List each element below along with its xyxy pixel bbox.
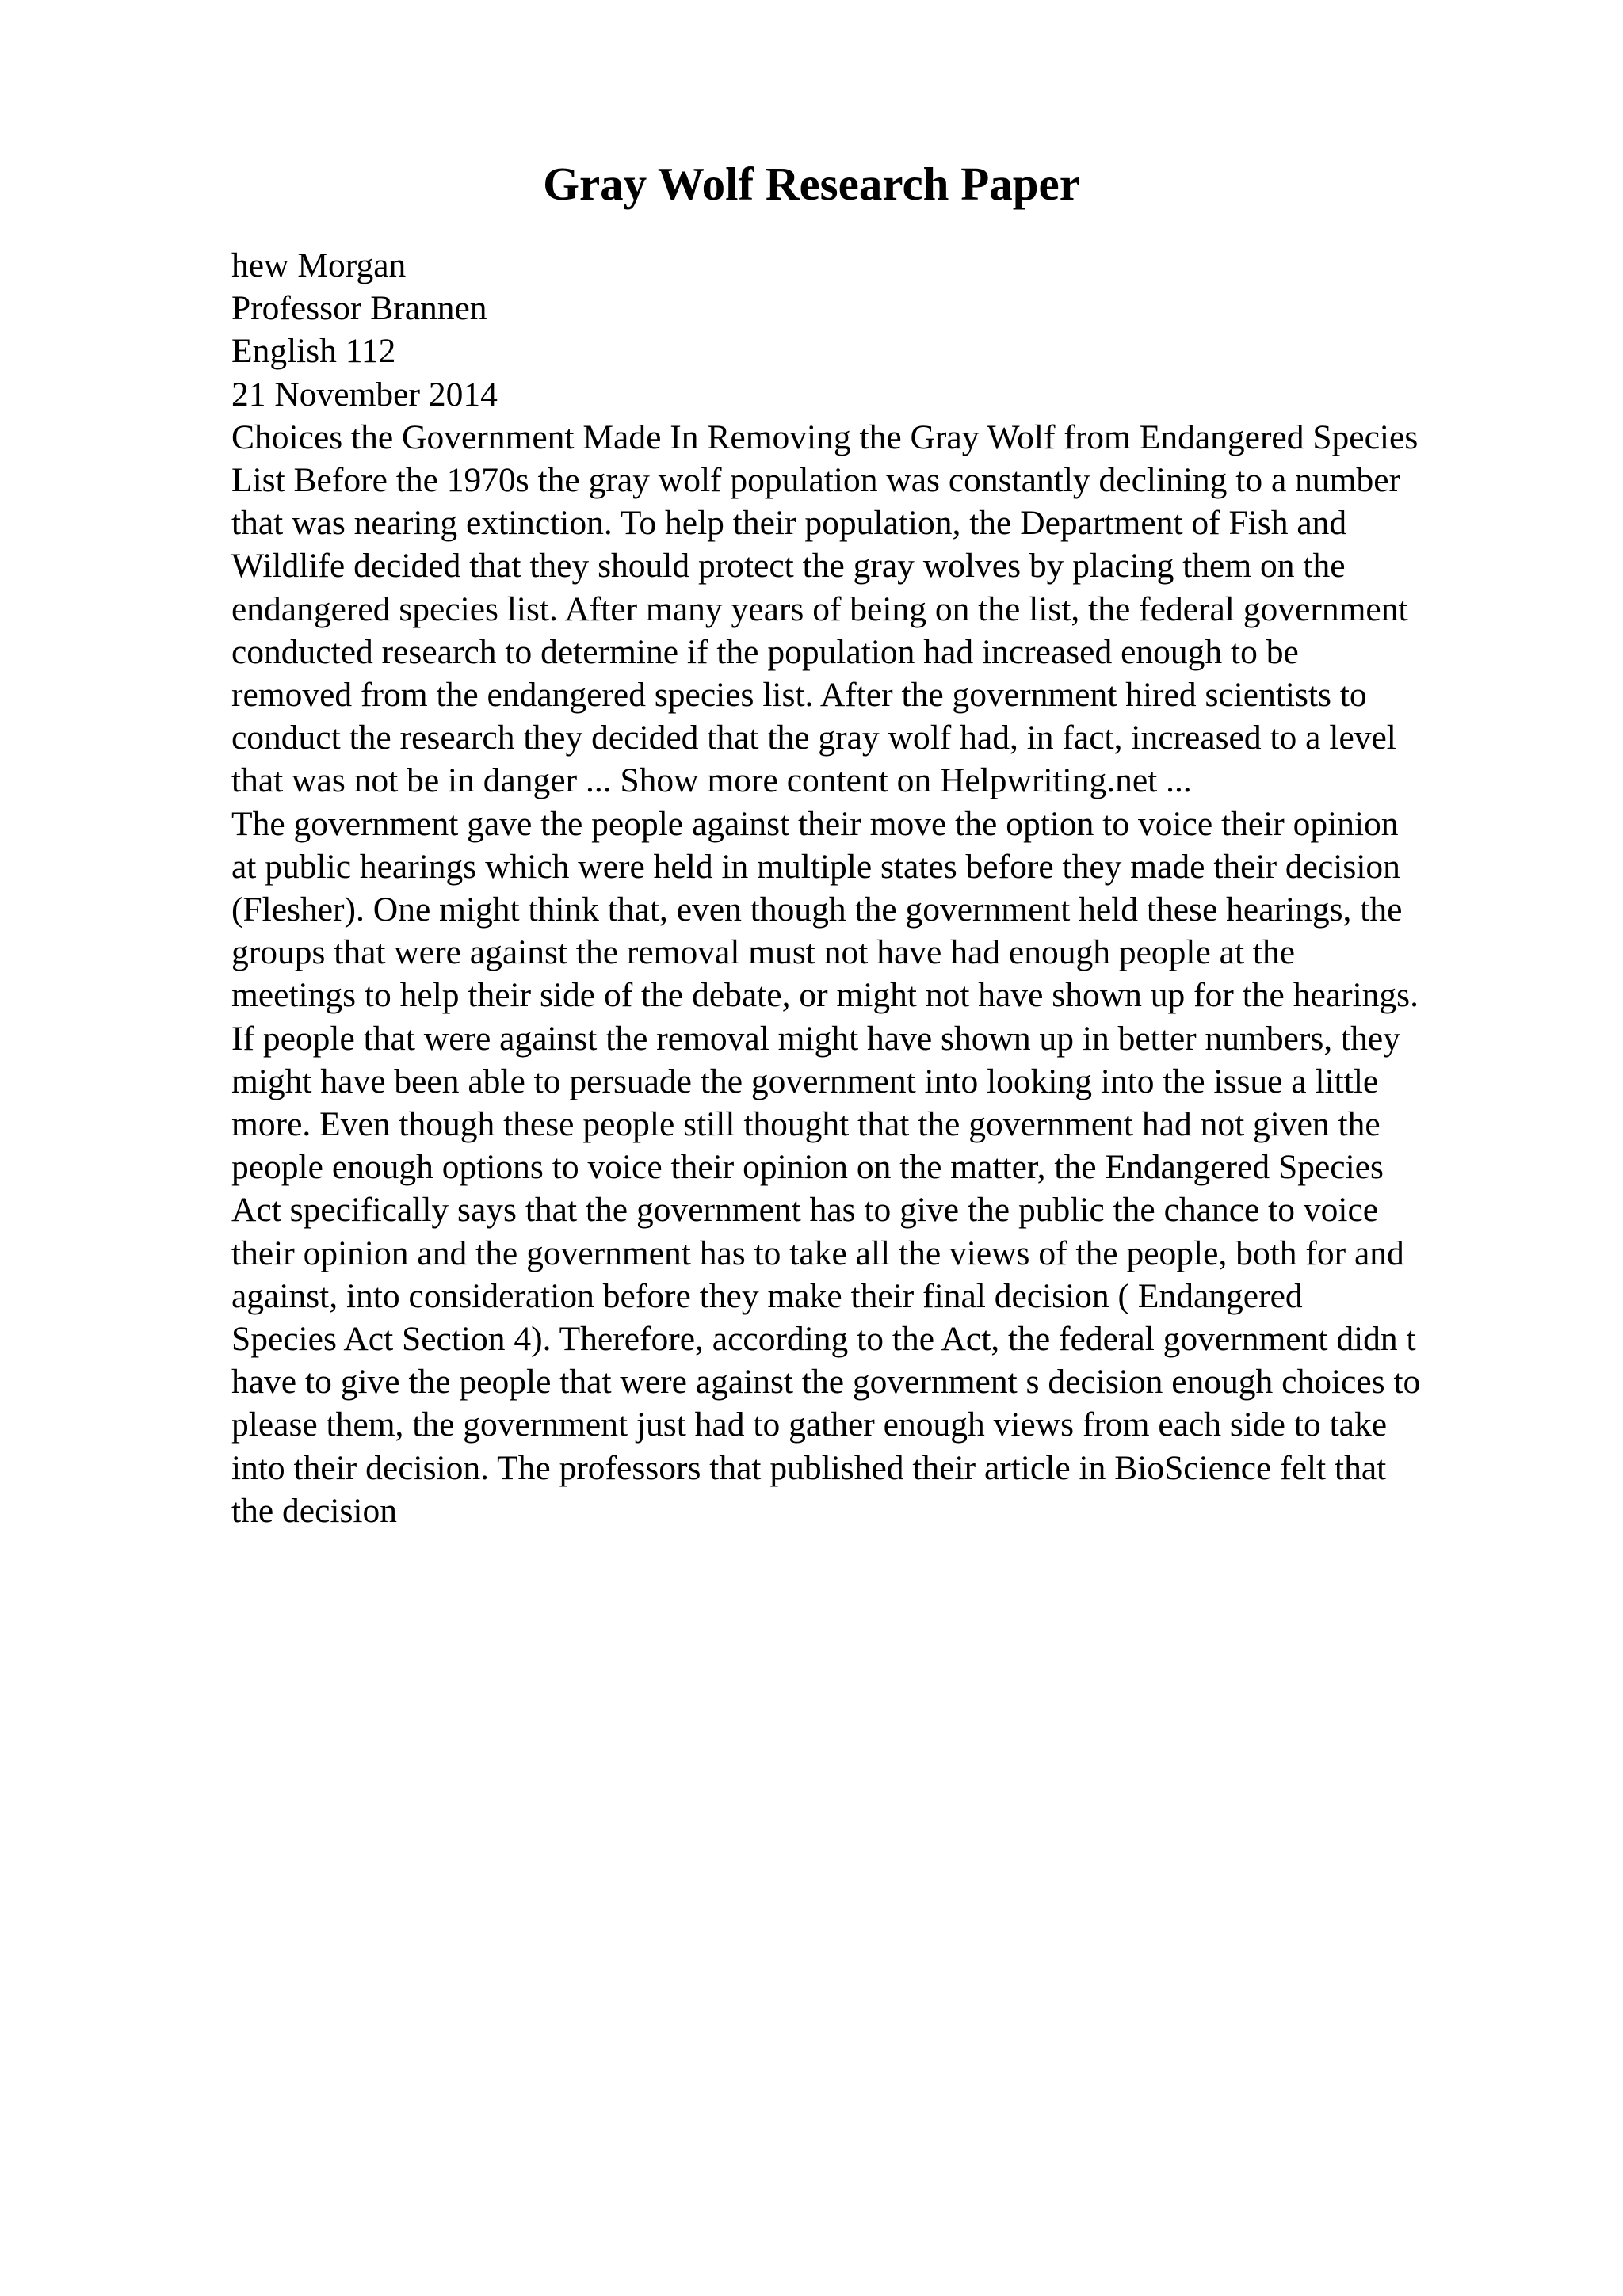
body-line: Act specifically says that the government has to give the public the chance to voice xyxy=(231,1191,1379,1230)
body-line: If people that were against the removal might have shown up in better numbers, they xyxy=(231,1019,1400,1058)
body-line: meetings to help their side of the debate, or might not have shown up for the hearings. xyxy=(231,976,1419,1015)
document-title: Gray Wolf Research Paper xyxy=(543,158,1080,210)
body-line: Choices the Government Made In Removing the Gray Wolf from Endangered Species xyxy=(231,418,1419,456)
body-line: endangered species list. After many years of being on the list, the federal government xyxy=(231,589,1408,628)
professor-line: Professor Brannen xyxy=(231,289,487,328)
body-line: the decision xyxy=(231,1491,397,1530)
body-line: that was nearing extinction. To help their population, the Department of Fish and xyxy=(231,504,1347,543)
document-content xyxy=(231,244,1531,1532)
body-line: conducted research to determine if the population had increased enough to be xyxy=(231,632,1299,671)
body-line: groups that were against the removal must not have had enough people at the xyxy=(231,933,1296,972)
body-line: The government gave the people against their move the option to voice their opinion xyxy=(231,804,1399,843)
date-line: 21 November 2014 xyxy=(231,375,498,414)
author-line: hew Morgan xyxy=(231,246,407,284)
body-line: Species Act Section 4). Therefore, according to the Act, the federal government didn t xyxy=(231,1320,1416,1359)
body-line: people enough options to voice their opinion on the matter, the Endangered Species xyxy=(231,1148,1384,1187)
body-line: List Before the 1970s the gray wolf population was constantly declining to a number xyxy=(231,461,1401,500)
body-line: conduct the research they decided that the gray wolf had, in fact, increased to a level xyxy=(231,719,1396,757)
body-line: against, into consideration before they make their final decision ( Endangered xyxy=(231,1276,1303,1315)
body-line: at public hearings which were held in multiple states before they made their decision xyxy=(231,847,1400,886)
body-line: Wildlife decided that they should protect the gray wolves by placing them on the xyxy=(231,547,1346,585)
body-line-show-more: that was not be in danger ... Show more content on Helpwriting.net ... xyxy=(231,761,1192,800)
body-line: more. Even though these people still thought that the government had not given the xyxy=(231,1105,1381,1144)
course-line: English 112 xyxy=(231,332,396,371)
body-line: please them, the government just had to gather enough views from each side to take xyxy=(231,1405,1388,1444)
body-line: have to give the people that were against the government s decision enough choices to xyxy=(231,1363,1421,1402)
body-line: might have been able to persuade the government into looking into the issue a little xyxy=(231,1062,1379,1100)
body-line: their opinion and the government has to take all the views of the people, both for and xyxy=(231,1234,1404,1272)
body-line: into their decision. The professors that published their article in BioScience felt that xyxy=(231,1448,1387,1487)
body-line: removed from the endangered species list. After the government hired scientists to xyxy=(231,676,1367,715)
body-line: (Flesher). One might think that, even though the government held these hearings, the xyxy=(231,891,1403,929)
